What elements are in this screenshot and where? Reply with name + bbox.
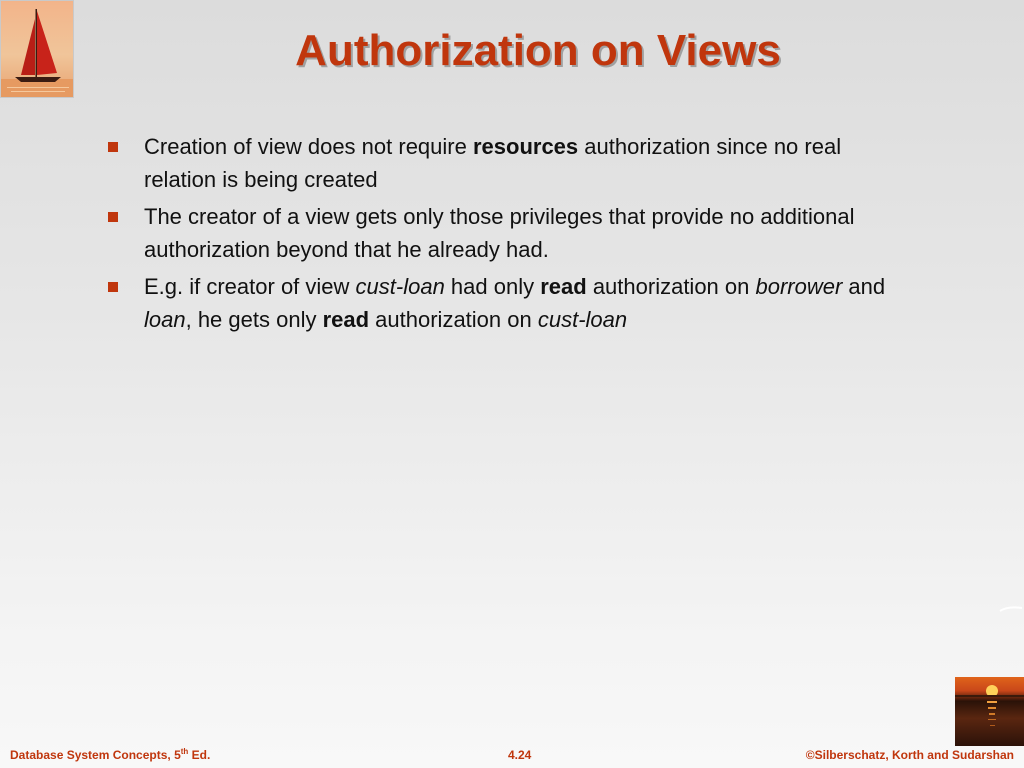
bullet-text (144, 134, 841, 192)
bullet-text-segment: authorization on (369, 307, 538, 332)
bullet-text-segment: borrower (755, 274, 843, 299)
bullet-text-segment: cust-loan (355, 274, 445, 299)
square-bullet-icon (108, 212, 118, 222)
bullet-text-segment: , he gets only (185, 307, 323, 332)
bullet-text (144, 274, 885, 332)
footer-book-text: Database System Concepts, 5 (10, 748, 181, 762)
footer-book-title (10, 747, 210, 762)
bullet-list (106, 130, 886, 340)
bullet-text-segment: authorization since no real relation is being created (144, 134, 842, 192)
bullet-text-segment: loan (144, 307, 186, 332)
bullet-text-segment: The creator of a view gets only those privileges that provide no additional authorization beyond that he already had. (144, 204, 855, 262)
bullet-text (144, 204, 855, 262)
bullet-text-segment: had only (444, 274, 541, 299)
footer-copyright: ©Silberschatz, Korth and Sudarshan (805, 748, 1014, 762)
bullet-text-segment: read (322, 307, 370, 332)
bullet-text-segment: and (842, 274, 886, 299)
bullet-item (106, 130, 886, 196)
bullet-item (106, 270, 886, 336)
bullet-text-segment: read (540, 274, 587, 299)
bullet-text-segment: Creation of view does not require (144, 134, 473, 159)
wave-decoration-icon (998, 604, 1024, 614)
bullet-text-segment: E.g. if creator of view (144, 274, 356, 299)
footer-page-number: 4.24 (508, 748, 532, 762)
footer-edition-sup: th (180, 747, 189, 756)
sunset-corner-image (955, 677, 1024, 746)
square-bullet-icon (108, 282, 118, 292)
slide-title: Authorization on Views (295, 26, 781, 75)
footer-edition-suffix: Ed. (188, 748, 211, 762)
square-bullet-icon (108, 142, 118, 152)
bullet-text-segment: resources (472, 134, 579, 159)
bullet-item (106, 200, 886, 266)
bullet-text-segment: authorization on (586, 274, 756, 299)
bullet-text-segment: cust-loan (537, 307, 628, 332)
